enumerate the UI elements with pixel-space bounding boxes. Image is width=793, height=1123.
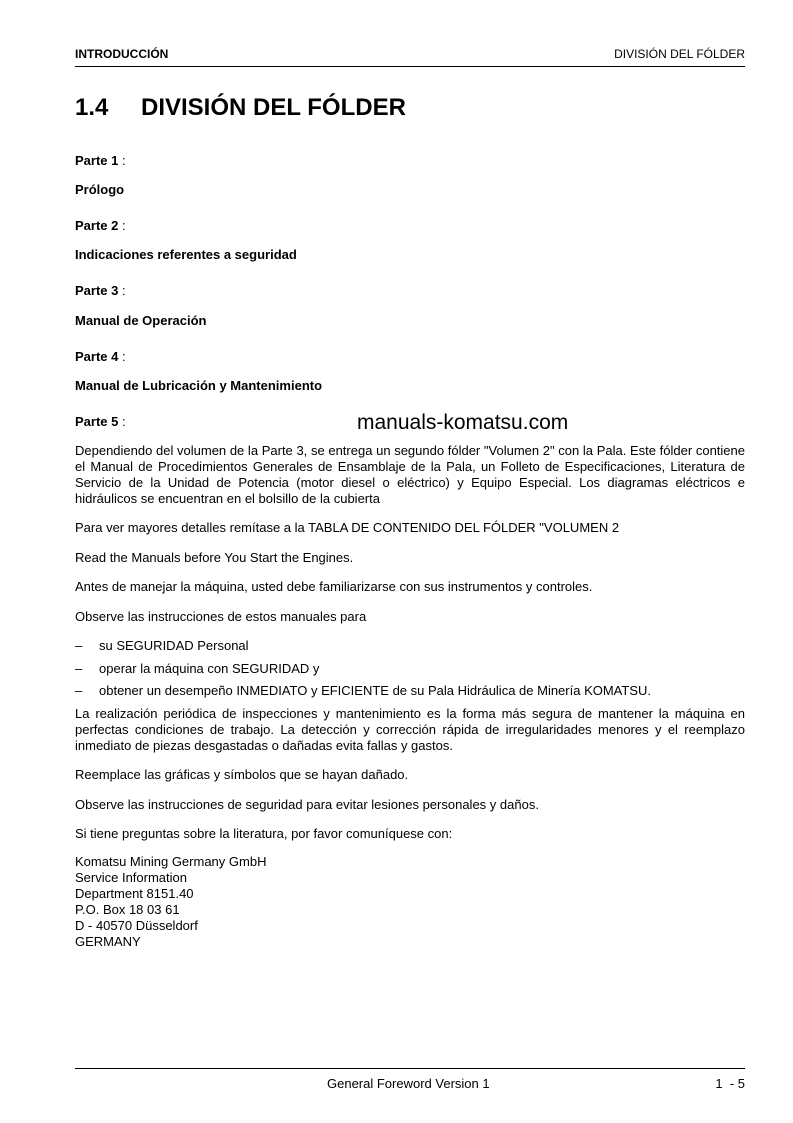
- paragraph-read-manuals: Read the Manuals before You Start the Engines.: [75, 550, 354, 565]
- address-line: P.O. Box 18 03 61: [75, 902, 180, 917]
- contact-address: [75, 854, 266, 950]
- part-3-name: Manual de Operación: [75, 313, 207, 328]
- address-line: D - 40570 Düsseldorf: [75, 918, 198, 933]
- part-4-name: Manual de Lubricación y Mantenimiento: [75, 378, 323, 393]
- address-line: Service Information: [75, 870, 187, 885]
- paragraph-before-operating: Antes de manejar la máquina, usted debe familiarizarse con sus instrumentos y controles.: [75, 579, 593, 594]
- paragraph-replace-graphics: Reemplace las gráficas y símbolos que se hayan dañado.: [75, 767, 409, 782]
- page-number: 1 - 5: [715, 1076, 745, 1091]
- address-line: Komatsu Mining Germany GmbH: [75, 854, 267, 869]
- paragraph-safety: Observe las instrucciones de seguridad para evitar lesiones personales y daños.: [75, 797, 539, 812]
- page-title: DIVISIÓN DEL FÓLDER: [141, 94, 406, 121]
- address-line: GERMANY: [75, 934, 141, 949]
- part-4-label: Parte 4 :: [75, 349, 126, 364]
- footer-document-title: General Foreword Version 1: [327, 1076, 490, 1091]
- watermark-link[interactable]: manuals-komatsu.com: [357, 411, 569, 434]
- footer-divider: [75, 1068, 745, 1069]
- part-3-label: Parte 3 :: [75, 283, 126, 298]
- bullet-item: su SEGURIDAD Personal: [99, 638, 249, 653]
- paragraph-volume-2: Dependiendo del volumen de la Parte 3, se entrega un segundo fólder "Volumen 2" con la Pala. Este fólder contiene el Manual de Procedimientos Generales de Ensamblaje de la Pala, un Folleto de Especificaciones, Literatura de Servicio de la Unidad de Potencia (motor diesel o eléctrico) y Equipo Especial. Los diagramas eléctricos e hidráulicos se encuentran en el bolsillo de la cubierta: [75, 443, 745, 506]
- header-section-label: INTRODUCCIÓN: [75, 47, 169, 61]
- part-2-name: Indicaciones referentes a seguridad: [75, 247, 297, 262]
- paragraph-observe: Observe las instrucciones de estos manuales para: [75, 609, 367, 624]
- part-1-name: Prólogo: [75, 182, 125, 197]
- bullet-dash: –: [75, 683, 83, 698]
- address-line: Department 8151.40: [75, 886, 194, 901]
- bullet-item: operar la máquina con SEGURIDAD y: [99, 661, 320, 676]
- header-chapter-title: DIVISIÓN DEL FÓLDER: [614, 47, 745, 61]
- paragraph-details: Para ver mayores detalles remítase a la TABLA DE CONTENIDO DEL FÓLDER "VOLUMEN 2: [75, 520, 620, 535]
- bullet-dash: –: [75, 638, 83, 653]
- header-divider: [75, 66, 745, 67]
- part-1-label: Parte 1 :: [75, 153, 126, 168]
- bullet-dash: –: [75, 661, 83, 676]
- paragraph-contact: Si tiene preguntas sobre la literatura, por favor comuníquese con:: [75, 826, 453, 841]
- bullet-item: obtener un desempeño INMEDIATO y EFICIENTE de su Pala Hidráulica de Minería KOMATSU.: [99, 683, 651, 698]
- section-number: 1.4: [75, 94, 109, 121]
- paragraph-inspections: La realización periódica de inspecciones y mantenimiento es la forma más segura de mantener la máquina en perfectas condiciones de trabajo. La detección y corrección rápida de irregularidades menores y el reemplazo inmediato de piezas desgastadas o dañadas evita fallas y gastos.: [75, 706, 745, 753]
- part-2-label: Parte 2 :: [75, 218, 126, 233]
- part-5-label: Parte 5 :: [75, 414, 126, 429]
